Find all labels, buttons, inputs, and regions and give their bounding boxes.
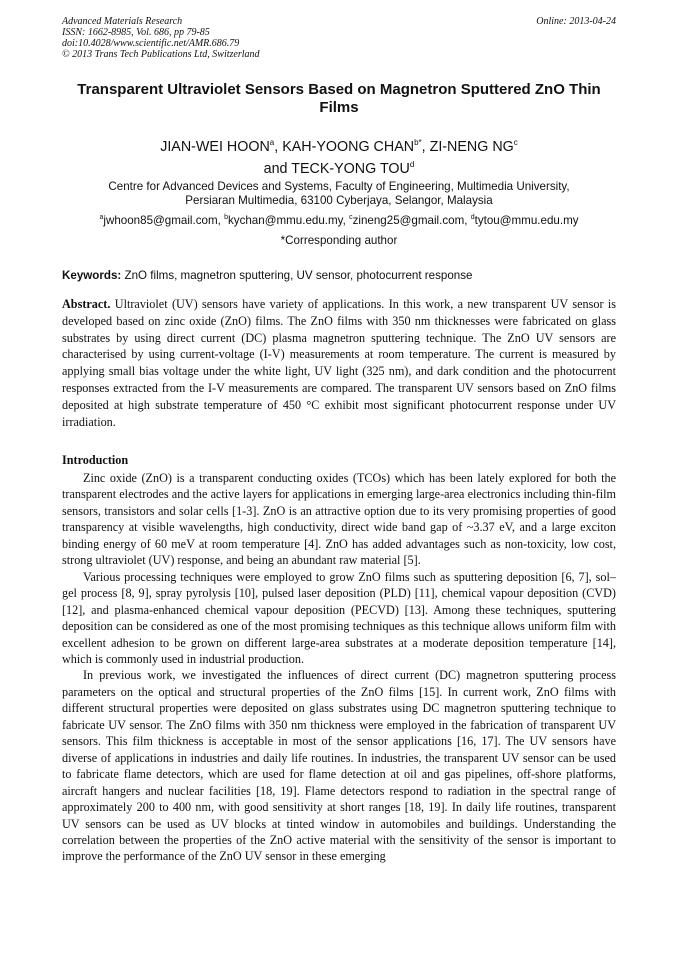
email-list: $^a$jwhoon85@gmail.com, $^b$kychan@mmu.edu.my, $^c$zineng25@gmail.com, $^d$tytou@mmu.edu.my xyxy=(99,213,579,227)
journal-header xyxy=(62,16,260,60)
author-name: TECK-YONG TOU xyxy=(291,160,410,177)
section-heading-introduction: Introduction xyxy=(62,453,129,467)
author-mark: c xyxy=(513,138,518,147)
journal-doi: doi:10.4028/www.scientific.net/AMR.686.79 xyxy=(62,38,240,49)
abstract-text: Ultraviolet (UV) sensors have variety of applications. In this work, a new transparent UV sensor is developed based on zinc oxide (ZnO) films. The ZnO films with 350 nm thicknesses were fabricated on glass substrates by using direct current (DC) plasma magnetron sputtering technique. The ZnO UV sensors are characterised by using current-voltage (I-V) measurements at room temperature. The current is measured by applying small bias voltage under the white light, UV light (325 nm), and dark condition and the photocurrent responses extracted from the I-V measurements are compared. The transparent UV sensors based on ZnO films deposited at high substrate temperature of 450 °C exhibit most significant photocurrent response under UV irradiation. xyxy=(62,297,617,429)
introduction-body xyxy=(62,470,616,865)
journal-copyright: © 2013 Trans Tech Publications Ltd, Switzerland xyxy=(62,49,260,60)
email-mark: a xyxy=(99,214,104,221)
journal-issn: ISSN: 1662-8985, Vol. 686, pp 79-85 xyxy=(62,27,210,38)
author-mark: d xyxy=(409,159,415,169)
affiliation-line: Persiaran Multimedia, 63100 Cyberjaya, Selangor, Malaysia xyxy=(185,194,493,207)
author-mark: b* xyxy=(414,138,422,147)
author-list xyxy=(62,134,616,178)
author-name: ZI-NENG NG xyxy=(429,138,514,155)
email-address: jwhoon85@gmail.com xyxy=(103,213,218,227)
abstract-label: Abstract. xyxy=(62,297,111,311)
affiliation xyxy=(62,180,616,208)
email-address: tytou@mmu.edu.my xyxy=(474,213,579,227)
keywords-text: ZnO films, magnetron sputtering, UV sensor, photocurrent response xyxy=(124,269,473,282)
body-paragraph: Zinc oxide (ZnO) is a transparent conducting oxides (TCOs) which has been lately explored for both the transparent electrodes and the active layers for applications in emerging large-area electronics including thin-film sensors, transistors and solar cells [1-3]. ZnO is an attractive option due to its very promising properties of good transparency at visible wavelengths, high conductivity, direct wide band gap of ~3.37 eV, and a large exciton binding energy of 60 meV at room temperature [4]. ZnO has added advantages such as non-toxicity, low cost, strong ultraviolet (UV) response, and being an abundant raw material [5]. xyxy=(62,471,616,568)
author-separator: and xyxy=(263,160,292,177)
online-date: Online: 2013-04-24 xyxy=(536,16,616,27)
abstract xyxy=(62,296,616,430)
affiliation-line: Centre for Advanced Devices and Systems, Faculty of Engineering, Multimedia University, xyxy=(108,180,570,193)
keywords-label: Keywords: xyxy=(62,269,122,282)
email-mark: d xyxy=(470,214,475,221)
body-paragraph: In previous work, we investigated the influences of direct current (DC) magnetron sputtering process parameters on the optical and structural properties of the ZnO films [15]. In current work, ZnO films with different structural properties were deposited on glass substrates using DC magnetron sputtering technique to fabricate UV sensor. The ZnO films with 350 nm thickness were employed in the fabrication of transparent UV sensors. This film thickness is acceptable in most of the sensor applications [16, 17]. The UV sensors have diverse of applications in industries and daily life routines. In industries, the transparent UV sensor can be used to fabricate flame detectors, which are used for flame detection at oil and gas pipelines, off-shore platforms, aircraft hangers and nuclear facilities [18, 19]. Flame detectors respond to radiation in the spectral range of approximately 200 to 400 nm, with good sensitivity at short ranges [18, 19]. In daily life routines, transparent UV sensors can be used as UV blocks at tinted window in automobiles and buildings. Understanding the correlation between the properties of the ZnO active material with the sensitivity of the sensor is important to improve the performance of the ZnO UV sensor in these emerging xyxy=(62,668,616,864)
email-mark: b xyxy=(224,214,228,221)
body-paragraph: Various processing techniques were employed to grow ZnO films such as sputtering deposition [6, 7], sol–gel process [8, 9], spray pyrolysis [10], pulsed laser deposition (PLD) [11], chemical vapour deposition (CVD) [12], and plasma-enhanced chemical vapour deposition (PECVD) [13]. Among these techniques, sputtering deposition can be considered as one of the most promising techniques as this technique allows uniform film with excellent adhesion to be grown on different large-area substrates at a moderate deposition temperature [14], which is commonly used in industrial production. xyxy=(62,569,616,666)
email-address: zineng25@gmail.com xyxy=(352,213,465,227)
corresponding-author-note: *Corresponding author xyxy=(280,234,398,247)
journal-name: Advanced Materials Research xyxy=(62,16,183,27)
author-separator: , xyxy=(274,138,283,155)
email-address: kychan@mmu.edu.my xyxy=(227,213,343,227)
author-separator: , xyxy=(421,138,430,155)
keywords xyxy=(62,269,616,283)
author-name: KAH-YOONG CHAN xyxy=(282,138,415,155)
author-mark: a xyxy=(269,138,275,147)
author-name: JIAN-WEI HOON xyxy=(160,138,270,155)
paper-title: Transparent Ultraviolet Sensors Based on Magnetron Sputtered ZnO Thin Films xyxy=(77,81,601,116)
email-mark: c xyxy=(349,214,353,221)
